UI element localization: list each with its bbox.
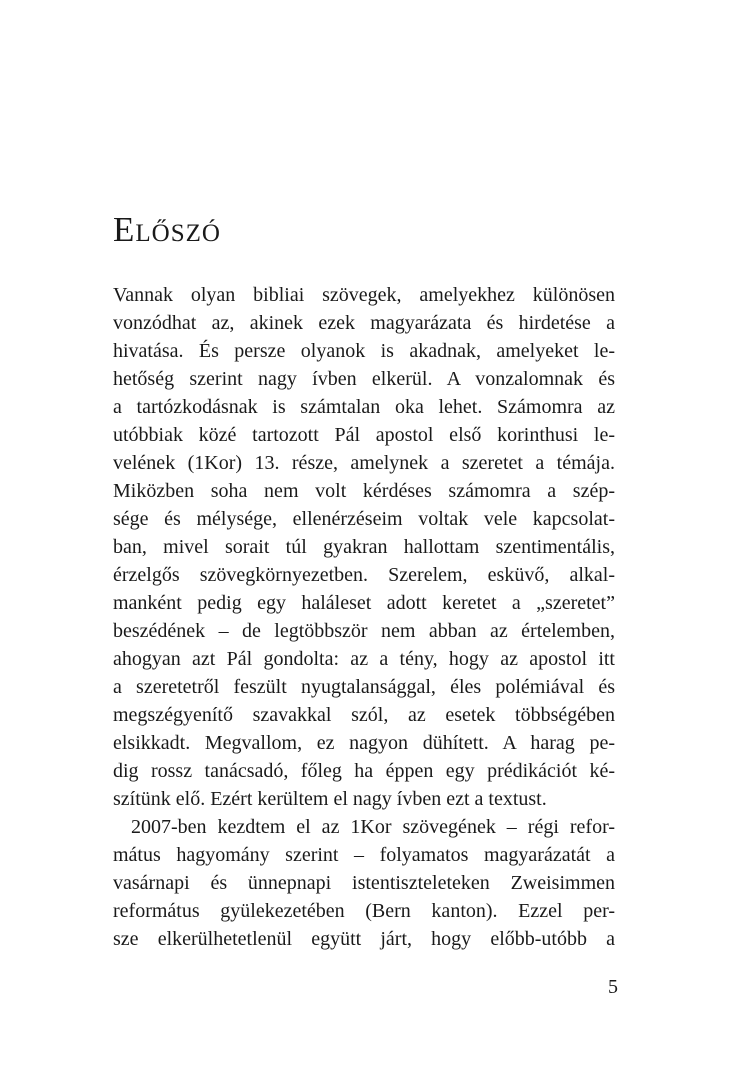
text-line: a szeretetről feszült nyugtalansággal, éles polémiával és xyxy=(113,676,615,698)
text-line: református gyülekezetében (Bern kanton). Ezzel per- xyxy=(113,900,615,922)
text-line: 2007-ben kezdtem el az 1Kor szövegének – régi refor- xyxy=(131,816,615,838)
text-line: sze elkerülhetetlenül együtt járt, hogy előbb-utóbb a xyxy=(113,928,615,950)
text-line: a tartózkodásnak is számtalan oka lehet. Számomra az xyxy=(113,396,615,418)
text-line: hivatása. És persze olyanok is akadnak, amelyeket le- xyxy=(113,340,615,362)
text-line: mátus hagyomány szerint – folyamatos magyarázatát a xyxy=(113,844,615,866)
text-line: dig rossz tanácsadó, főleg ha éppen egy prédikációt ké- xyxy=(113,760,615,782)
text-line: ahogyan azt Pál gondolta: az a tény, hogy az apostol itt xyxy=(113,648,615,670)
paragraph-2 xyxy=(113,813,615,953)
text-line: Miközben soha nem volt kérdéses számomra a szép- xyxy=(113,480,615,502)
text-line: hetőség szerint nagy ívben elkerül. A vonzalomnak és xyxy=(113,368,615,390)
body-text xyxy=(113,281,615,953)
page-number: 5 xyxy=(608,976,618,998)
text-line: érzelgős szövegkörnyezetben. Szerelem, esküvő, alkal- xyxy=(113,564,615,586)
text-line: Vannak olyan bibliai szövegek, amelyekhez különösen xyxy=(113,284,615,306)
paragraph-1 xyxy=(113,281,615,813)
chapter-title: Előszó xyxy=(113,210,221,249)
text-line: manként pedig egy haláleset adott keretet a „szeretet” xyxy=(113,592,615,614)
text-line: vonzódhat az, akinek ezek magyarázata és hirdetése a xyxy=(113,312,615,334)
text-line: elsikkadt. Megvallom, ez nagyon dühített. A harag pe- xyxy=(113,732,615,754)
text-line: utóbbiak közé tartozott Pál apostol első korinthusi le- xyxy=(113,424,615,446)
text-line: beszédének – de legtöbbször nem abban az értelemben, xyxy=(113,620,615,642)
text-line: ban, mivel sorait túl gyakran hallottam szentimentális, xyxy=(113,536,615,558)
text-line: szítünk elő. Ezért kerültem el nagy ívben ezt a textust. xyxy=(113,788,547,810)
text-line: velének (1Kor) 13. része, amelynek a szeretet a témája. xyxy=(113,452,615,474)
text-line: sége és mélysége, ellenérzéseim voltak vele kapcsolat- xyxy=(113,508,615,530)
text-line: vasárnapi és ünnepnapi istentiszteleteken Zweisimmen xyxy=(113,872,615,894)
text-line: megszégyenítő szavakkal szól, az esetek többségében xyxy=(113,704,615,726)
